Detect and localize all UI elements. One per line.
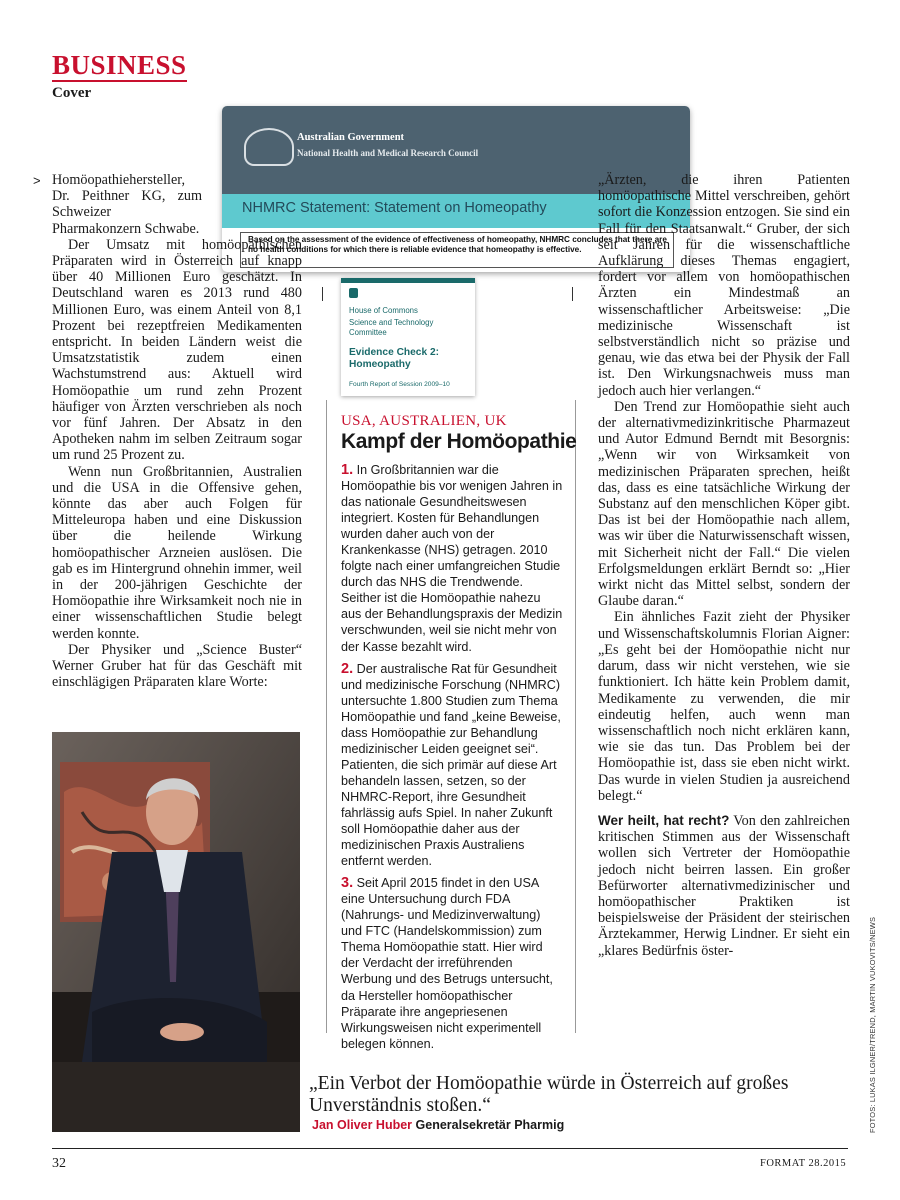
quote-author-role: Generalsekretär Pharmig (415, 1118, 565, 1132)
box-item (341, 462, 563, 655)
box-item-number: 1. (341, 462, 354, 478)
box-item-text: Seit April 2015 findet in den USA eine Untersuchung durch FDA (Nahrungs- und Medizinverwaltung) und FTC (Handelskommission) zum Thema Homöopathie statt. Hier wird der Verdacht der irreführenden Werbung und des Betrugs untersucht, da Hersteller homöopathischer Präparate ihre angepriesenen Wirkungsweisen nicht experimentell belegen können. (341, 876, 553, 1051)
page-number: 32 (52, 1156, 66, 1171)
box-item-text: Der australische Rat für Gesundheit und medizinische Forschung (NHMRC) untersuchte 1.800 Studien zum Thema Homöopathie und fand „keine Beweise, dass Homöopathie zur Behandlung medizinischer Leiden geeignet sei“. Patienten, die sich primär auf diese Art behandeln lassen, setzen, so der NHMRC-Report, ihre Gesundheit fahrlässig aufs Spiel. In naher Zukunft soll Homöopathie daher aus der medizinischen Praxis Australiens entfernt werden. (341, 661, 561, 869)
box-item-number: 2. (341, 660, 354, 677)
nhmrc-government-label: Australian Government (297, 132, 405, 143)
nhmrc-statement-text: Based on the assessment of the evidence of effectiveness of homeopathy, NHMRC concludes that there are no health conditions for which there is reliable evidence that homeopathy is effective. (248, 235, 667, 254)
box-item (341, 661, 563, 870)
left-paragraph: Der Physiker und „Science Buster“ Werner Gruber hat für das Geschäft mit einschlägigen Präparaten klare Worte: (52, 641, 302, 691)
hoc-top-strip (341, 278, 475, 283)
nhmrc-council-label: National Health and Medical Research Council (297, 148, 479, 158)
hoc-report-session: Fourth Report of Session 2009–10 (349, 381, 450, 388)
photo-credit: FOTOS: LUKAS ILGNER/TREND, MARTIN VUKOVITS/NEWS (868, 916, 877, 1133)
left-paragraph: Homöopathiehersteller, Dr. Peithner KG, zum Schweizer Pharmakonzern Schwabe. (52, 172, 202, 237)
continuation-arrow: > (33, 173, 41, 188)
right-paragraph-last (598, 813, 850, 959)
nhmrc-title: NHMRC Statement: Statement on Homeopathy (242, 200, 547, 216)
right-paragraph: „Ärzten, die ihren Patienten homöopathische Mittel verschreiben, gehört sofort die Konzession entzogen. Sie sind ein Fall für den Staatsanwalt.“ Gruber, der sich seit Jahren für die wissenschaftliche Aufklärung dieses Themas engagiert, fordert vor allem von homöopathischen Ärzten ein Mindestmaß an wissenschaftlicher Arbeitsweise: „Die medizinische Wissenschaft ist selbstverständlich nicht so präzise und genau, wie das etwa bei der Physik der Fall ist. Den Wirkungsnachweis muss man jedoch auch hier verlangen.“ (598, 172, 850, 399)
box-left-divider (326, 400, 327, 1033)
section-title: BUSINESS (52, 50, 187, 80)
box-title: Kampf der Homöopathie (341, 430, 577, 453)
section-subtitle: Cover (52, 85, 92, 101)
right-paragraph: Den Trend zur Homöopathie sieht auch der alternativmedizinkritische Pharmazeut und Autor Edmund Berndt mit Besorgnis: „Wenn wir von Wirksamkeit von medizinischen Präparaten sprechen, heißt das, dass es eine tatsächliche Wirkung der Substanz auf den menschlichen Köper gibt. Das ist bei der Homöopathie nach allem, was wir über die Naturwissenschaft wissen, mit Sicherheit nicht der Fall.“ Die vielen Erfolgsmeldungen erklärt Berndt so: „Hier wirkt nicht das Mittel selbst, sondern der Glaube daran.“ (598, 398, 850, 610)
hoc-house-label: House of Commons (349, 306, 418, 315)
left-paragraph: Der Umsatz mit homöopathischen Präparaten wird in Österreich auf knapp über 40 Millionen Euro geschätzt. In Deutschland waren es 2013 rund 480 Millionen Euro, was einem Anteil von 8,1 Prozent bei rezeptfreien Medikamenten entspricht. In beiden Ländern weist die Umsatzstatistik zudem einen Wachstumstrend aus: Aktuell wird Homöopathie um rund zehn Prozent häufiger von Ärzten verschrieben als noch vor fünf Jahren. Der Absatz in den Apotheken nahm im selben Zeitraum sogar um rund 25 Prozent zu. (52, 236, 302, 464)
box-kicker: USA, AUSTRALIEN, UK (341, 413, 507, 429)
footer-rule (52, 1148, 848, 1149)
hoc-report-image (341, 278, 475, 396)
rule-mark-right (572, 287, 573, 301)
box-item (341, 875, 563, 1052)
left-column (52, 172, 302, 691)
pull-quote: „Ein Verbot der Homöopathie würde in Österreich auf großes Unverständnis stoßen.“ (309, 1073, 789, 1116)
rule-mark-left (322, 287, 323, 301)
box-item-text: In Großbritannien war die Homöopathie bis vor wenigen Jahren in das nationale Gesundheitswesen integriert. Kosten für Behandlungen wurden daher auch von der Krankenkasse (NHS) getragen. 2010 folgte nach einer umfangreichen Studie durch das NHS die Trendwende. Seither ist die Homöopathie nahezu aus der Behandlungspraxis der Medizin verschwunden, weil sie nicht mehr von der Kasse bezahlt wird. (341, 463, 563, 654)
right-paragraph: Ein ähnliches Fazit zieht der Physiker und Wissenschaftskolumnis Florian Aigner: „Es geht bei der Homöopathie nicht nur darum, dass wir nicht verstehen, wie sie funktioniert. Ich hätte kein Problem damit, Medikamente zu verwenden, die mir eindeutig helfen, auch wenn man wissenschaftlich noch nicht erklären kann, wie sie das tun. Das Problem bei der Homöopathie ist, dass sie eben nicht wirkt. Das wurde in vielen Studien ja ausreichend belegt.“ (598, 609, 850, 804)
subhead-lead-in: Wer heilt, hat recht? (598, 812, 730, 828)
right-column (598, 172, 850, 959)
box-body (341, 462, 563, 1058)
box-right-divider (575, 400, 576, 1033)
hoc-report-title: Evidence Check 2: Homeopathy (349, 347, 440, 370)
coat-of-arms-icon (244, 128, 294, 166)
hoc-committee-label: Science and Technology Committee (349, 318, 434, 337)
quote-attribution (312, 1118, 564, 1132)
portrait-illustration (52, 732, 300, 1132)
quote-author-name: Jan Oliver Huber (312, 1118, 413, 1132)
magazine-issue: FORMAT 28.2015 (760, 1158, 847, 1169)
portcullis-icon (349, 288, 358, 298)
right-paragraph-text: Von den zahlreichen kritischen Stimmen aus der Wissenschaft wollen sich Vertreter der Homöopathie jedoch nicht beirren lassen. Ein großer Befürworter alternativmedizinischer und homöopathischer Praktiken ist beispielsweise der Präsident der steirischen Ärztekammer, Herwig Lindner. Er sieht ein „klares Bedürfnis öster- (598, 812, 850, 959)
portrait-photo (52, 732, 300, 1132)
box-item-number: 3. (341, 875, 354, 892)
left-paragraph: Wenn nun Großbritannien, Australien und die USA in die Offensive gehen, könnte das aber auch Folgen für Mitteleuropa haben und eine Diskussion über die heilende Wirkung homöopathischer Arzneien auslösen. Die gab es im Hintergrund ohnehin immer, weil in der 200-jährigen Geschichte der Homöopathie ihre Wirksamkeit noch nie in einer wissenschaftlichen Studie belegt werden konnte. (52, 463, 302, 642)
